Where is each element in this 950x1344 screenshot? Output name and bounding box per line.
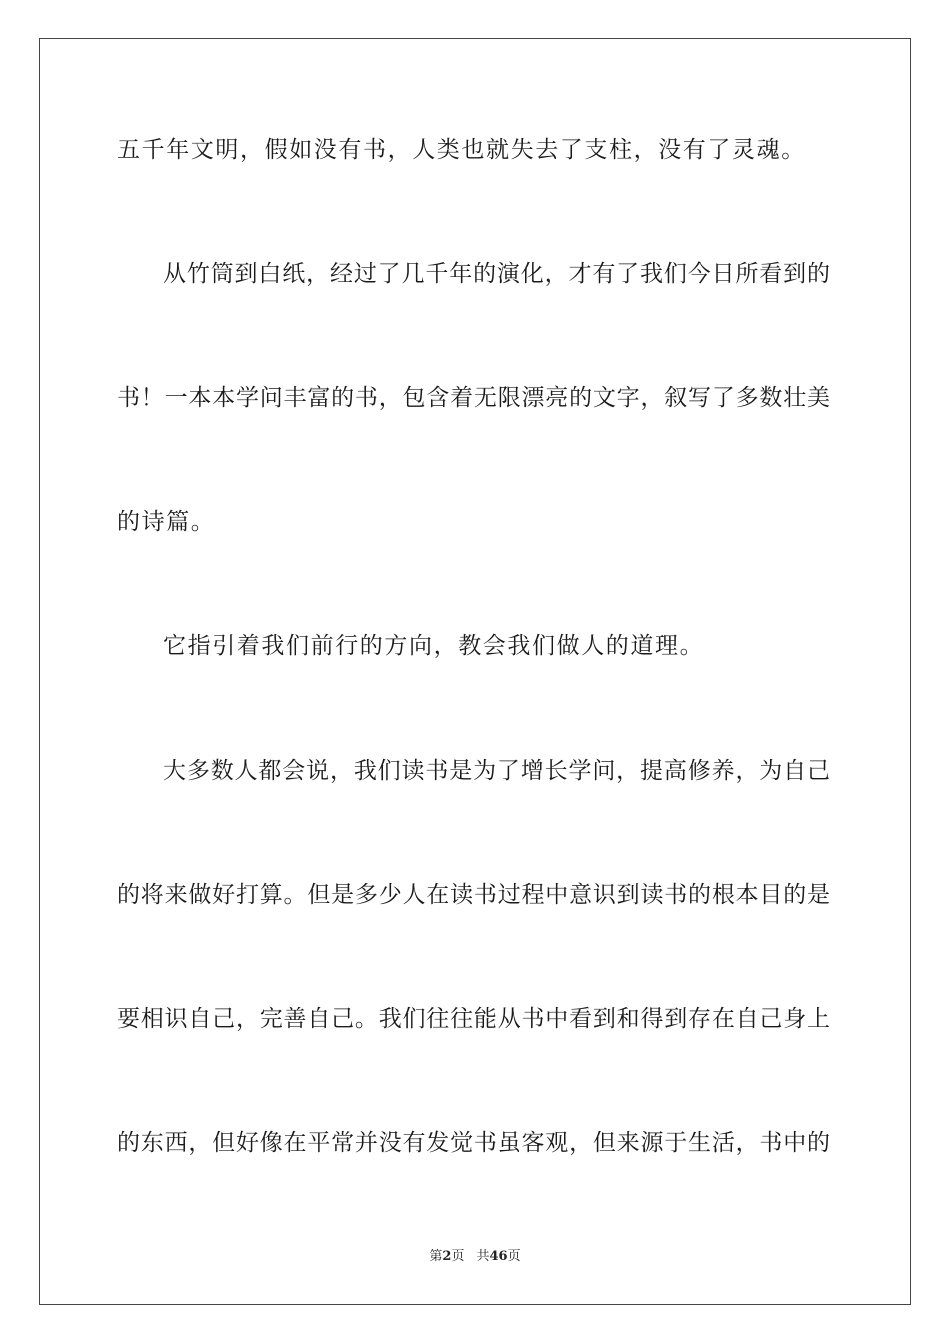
paragraph-line: 书！一本本学问丰富的书，包含着无限漂亮的文字，叙写了多数壮美	[117, 385, 830, 411]
paragraph-line: 大多数人都会说，我们读书是为了增长学问，提高修养，为自己	[163, 758, 830, 784]
page-number: 2	[442, 1249, 452, 1264]
page-footer	[0, 1248, 950, 1266]
paragraph-line: 要相识自己，完善自己。我们往往能从书中看到和得到存在自己身上	[117, 1006, 830, 1032]
paragraph-line: 的将来做好打算。但是多少人在读书过程中意识到读书的根本目的是	[117, 882, 830, 908]
page-border	[39, 38, 911, 1305]
page-suffix: 页	[451, 1249, 465, 1264]
paragraph-line: 从竹筒到白纸，经过了几千年的演化，才有了我们今日所看到的	[163, 261, 830, 287]
paragraph-line: 它指引着我们前行的方向，教会我们做人的道理。	[163, 633, 705, 659]
total-prefix: 共	[476, 1249, 490, 1264]
total-pages: 46	[489, 1249, 508, 1264]
paragraph-line: 的诗篇。	[117, 509, 216, 535]
page-prefix: 第	[429, 1249, 443, 1264]
total-suffix: 页	[507, 1249, 521, 1264]
paragraph-line: 五千年文明，假如没有书，人类也就失去了支柱，没有了灵魂。	[117, 137, 806, 163]
paragraph-line: 的东西，但好像在平常并没有发觉书虽客观，但来源于生活，书中的	[117, 1130, 830, 1156]
